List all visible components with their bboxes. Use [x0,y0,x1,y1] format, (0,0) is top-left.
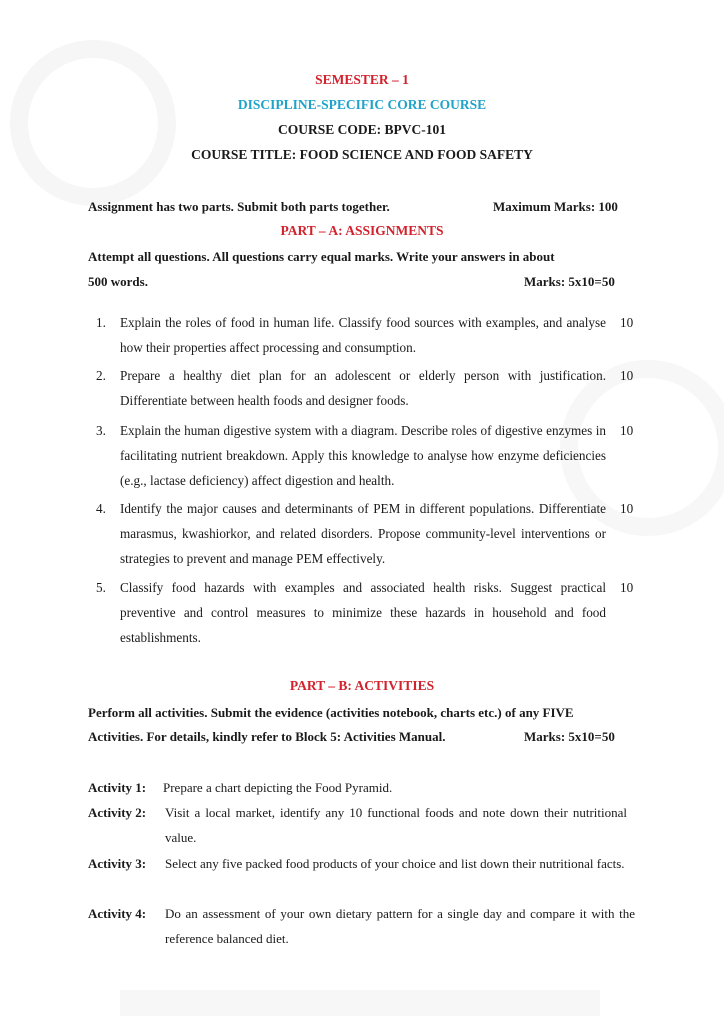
assignment-instruction: Assignment has two parts. Submit both parts together. [88,199,390,214]
question-number: 1. [96,315,106,330]
course-title: COURSE TITLE: FOOD SCIENCE AND FOOD SAFETY [191,147,533,162]
activity-label: Activity 3: [88,856,147,871]
activity-label: Activity 1: [88,780,147,795]
part-a-heading: PART – A: ASSIGNMENTS [280,223,444,238]
part-a-instruction-cont: 500 words. [88,274,148,289]
part-a-marks: Marks: 5x10=50 [524,274,615,289]
watermark-bar [120,990,600,1016]
question-marks: 10 [620,423,634,438]
question-marks: 10 [620,580,634,595]
course-type-heading: DISCIPLINE-SPECIFIC CORE COURSE [237,97,487,112]
activity-label: Activity 4: [88,906,147,921]
question-number: 2. [96,368,106,383]
question-text: Identify the major causes and determinants of PEM in different populations. Differentiate marasmus, kwashiorkor, and related disorders. Propose community-level interventions or strategies to prevent and manage PEM effectively. [120,501,606,566]
question-number: 5. [96,580,106,595]
question-text: Explain the roles of food in human life. Classify food sources with examples, and analyse how their properties affect processing and consumption. [120,315,606,355]
part-b-instruction: Perform all activities. Submit the evidence (activities notebook, charts etc.) of any FIVE [88,705,574,720]
question-marks: 10 [620,368,634,383]
activity-text: Do an assessment of your own dietary pattern for a single day and compare it with the reference balanced diet. [165,906,635,946]
activity-text: Select any five packed food products of your choice and list down their nutritional facts. [165,856,625,871]
activity-text: Visit a local market, identify any 10 functional foods and note down their nutritional value. [165,805,627,845]
question-text: Explain the human digestive system with a diagram. Describe roles of digestive enzymes in facilitating nutrient breakdown. Apply this knowledge to analyse how enzyme deficiencies (e.g., lactase deficiency) affect digestion and health. [120,423,606,488]
question-marks: 10 [620,501,634,516]
question-text: Classify food hazards with examples and associated health risks. Suggest practical preventive and control measures to minimize these hazards in household and food establishments. [120,580,606,645]
question-number: 4. [96,501,106,516]
course-code: COURSE CODE: BPVC-101 [277,122,446,137]
activity-label: Activity 2: [88,805,147,820]
maximum-marks: Maximum Marks: 100 [493,199,618,214]
part-a-instruction: Attempt all questions. All questions carry equal marks. Write your answers in about [88,249,555,264]
part-b-marks: Marks: 5x10=50 [524,729,615,744]
semester-heading: SEMESTER – 1 [315,72,409,87]
question-number: 3. [96,423,106,438]
question-marks: 10 [620,315,634,330]
question-text: Prepare a healthy diet plan for an adolescent or elderly person with justification. Differentiate between health foods and designer foods. [120,368,606,408]
activity-text: Prepare a chart depicting the Food Pyramid. [163,780,393,795]
part-b-instruction-cont: Activities. For details, kindly refer to Block 5: Activities Manual. [88,729,446,744]
part-b-heading: PART – B: ACTIVITIES [289,678,435,693]
